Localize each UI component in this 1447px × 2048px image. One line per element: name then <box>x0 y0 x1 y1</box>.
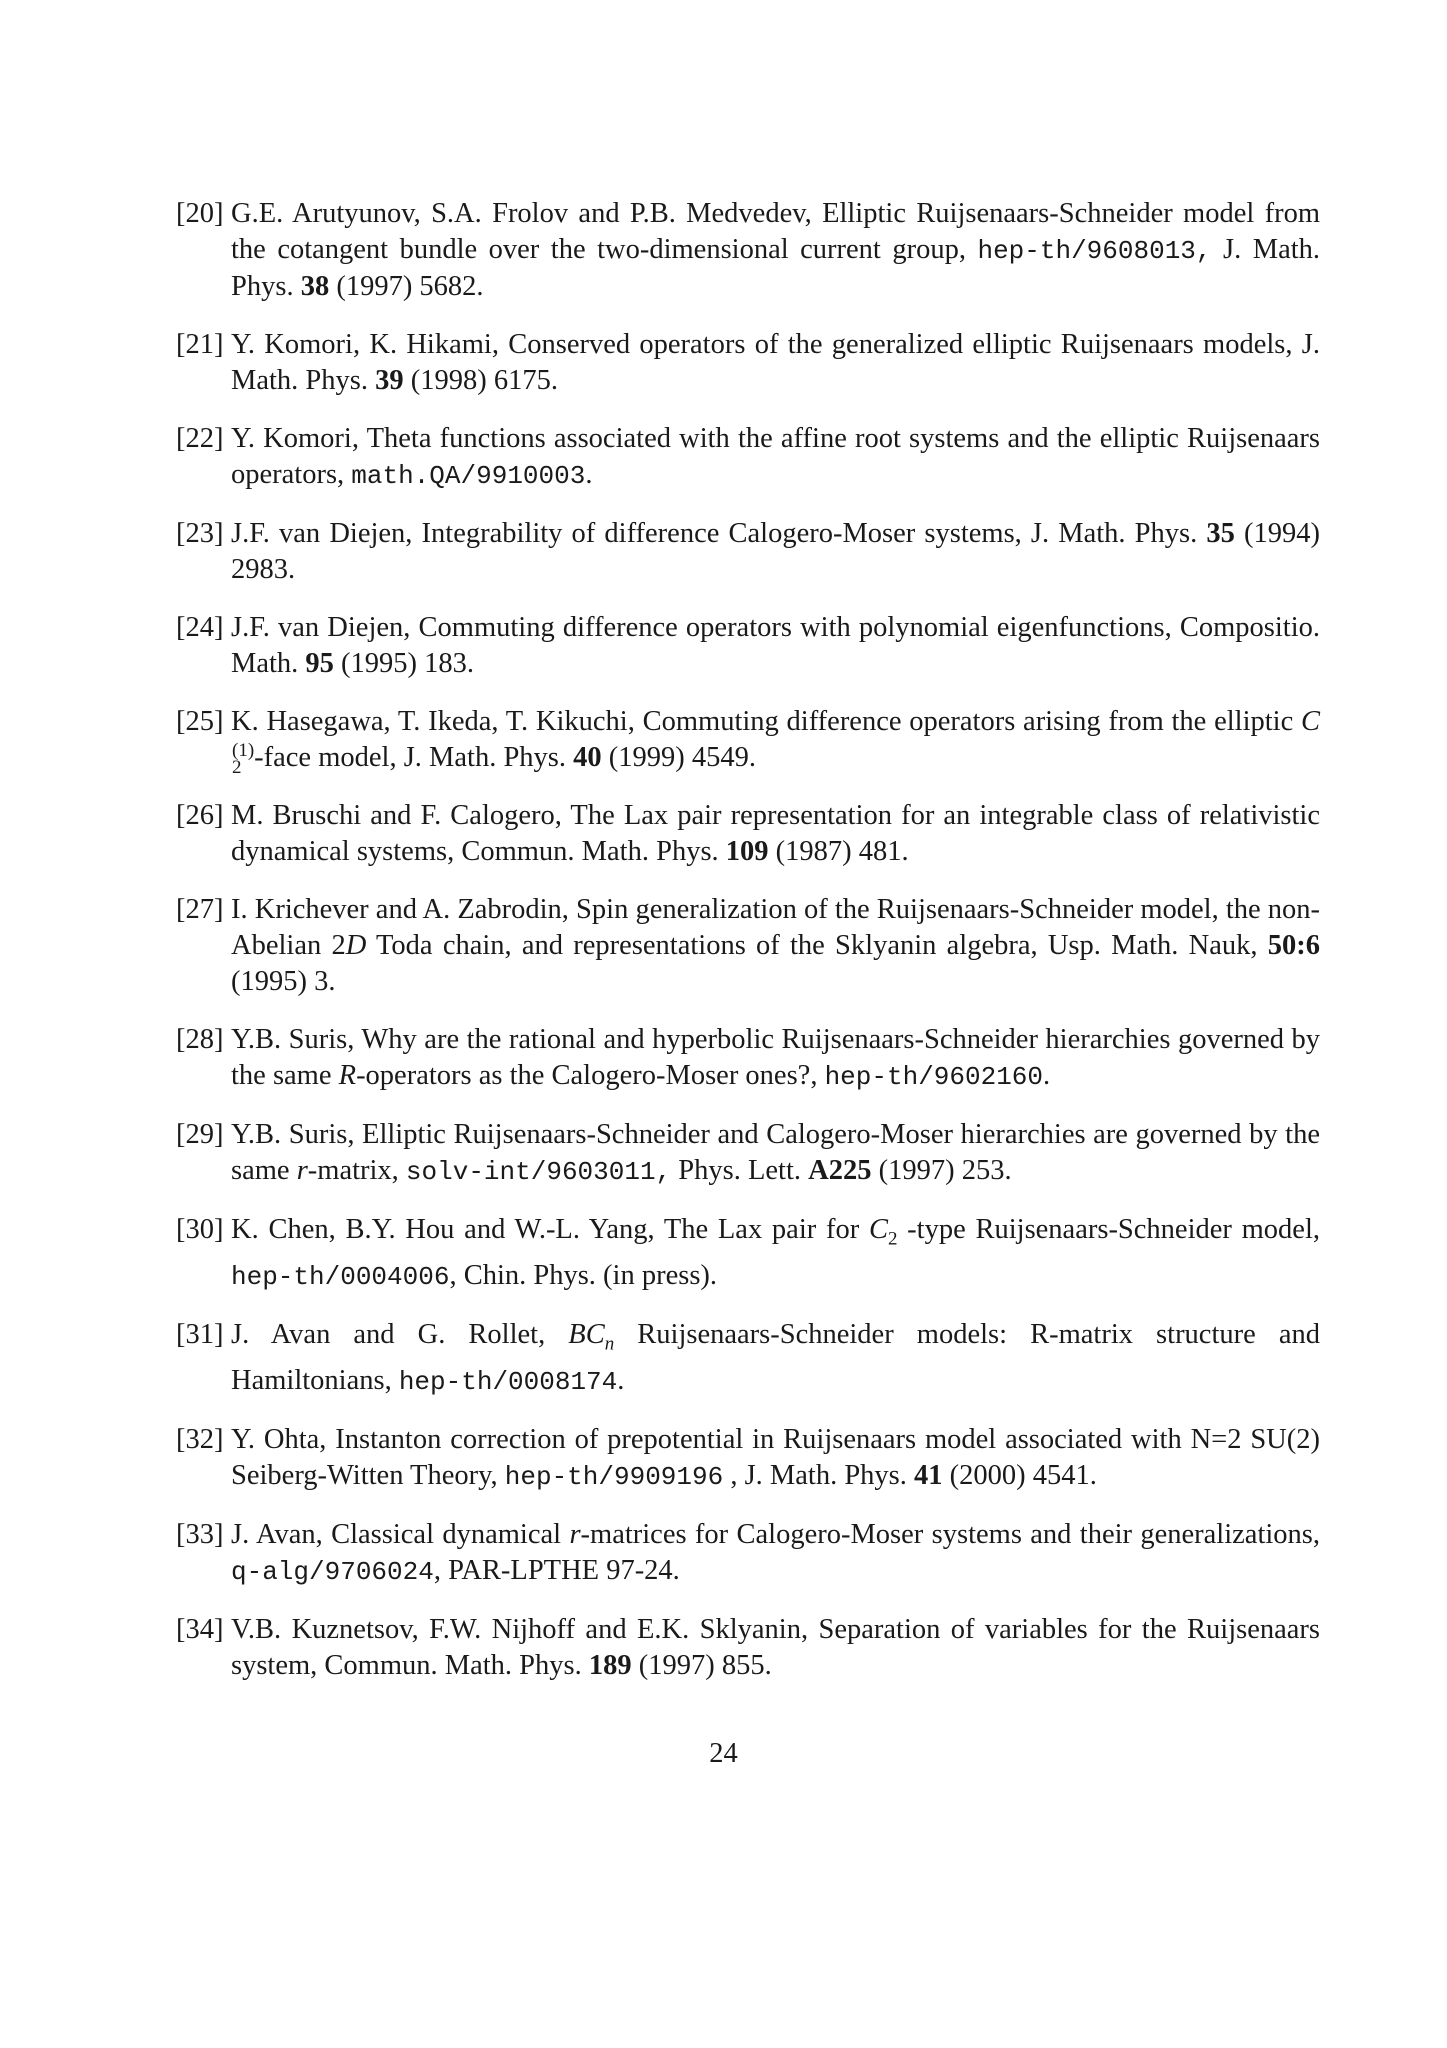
math-symbol: r <box>296 1155 308 1187</box>
reference-text: M. Bruschi and F. Calogero, The Lax pair representation for an integrable class of relativistic dynamical systems, Commun. Math. Phys. 109 (1987) 481. <box>231 800 1320 868</box>
volume: 41 <box>914 1459 943 1491</box>
arxiv-id: hep-th/9608013, <box>977 236 1212 266</box>
reference-number: [32] <box>176 1423 224 1455</box>
reference-number: [33] <box>176 1518 224 1550</box>
reference-30 <box>176 1212 1320 1295</box>
math-symbol: BC <box>568 1319 605 1351</box>
reference-number: [27] <box>176 894 224 926</box>
reference-text: Y. Ohta, Instanton correction of prepotential in Ruijsenaars model associated with N=2 SU(2) Seiberg-Witten Theory, hep-th/9909196 , J. Math. Phys. 41 (2000) 4541. <box>231 1423 1320 1492</box>
math-symbol: C <box>868 1214 888 1246</box>
reference-27 <box>176 892 1320 1000</box>
reference-24 <box>176 610 1320 682</box>
arxiv-id: q-alg/9706024 <box>231 1556 434 1587</box>
reference-number: [21] <box>176 329 224 360</box>
volume: 40 <box>573 742 602 773</box>
arxiv-id: hep-th/9602160 <box>824 1062 1044 1093</box>
reference-text: J. Avan, Classical dynamical r-matrices for Calogero-Moser systems and their generalizations, q-alg/9706024, PAR-LPTHE 97-24. <box>231 1518 1320 1587</box>
math-symbol: C <box>1300 706 1320 737</box>
reference-text: G.E. Arutyunov, S.A. Frolov and P.B. Medvedev, Elliptic Ruijsenaars-Schneider model from the cotangent bundle over the two-dimensional current group, hep-th/9608013, J. Math. Phys. 38 (1997) 5682. <box>231 198 1321 302</box>
reference-text: Y.B. Suris, Why are the rational and hyperbolic Ruijsenaars-Schneider hierarchies governed by the same R-operators as the Calogero-Moser ones?, hep-th/9602160. <box>231 1024 1320 1093</box>
reference-text: J.F. van Diejen, Commuting difference operators with polynomial eigenfunctions, Compositio. Math. 95 (1995) 183. <box>231 612 1320 679</box>
reference-number: [22] <box>176 423 224 454</box>
reference-number: [29] <box>176 1119 224 1151</box>
volume: 39 <box>375 365 404 396</box>
volume: A225 <box>808 1155 872 1187</box>
reference-29 <box>176 1117 1320 1190</box>
page-number: 24 <box>709 1738 738 1769</box>
reference-number: [24] <box>176 612 224 643</box>
arxiv-id: hep-th/0004006 <box>231 1262 450 1293</box>
reference-22 <box>176 421 1320 494</box>
volume: 50:6 <box>1267 930 1320 962</box>
reference-list <box>176 196 1320 1706</box>
math-symbol: D <box>345 930 367 962</box>
reference-26 <box>176 798 1320 870</box>
arxiv-id: hep-th/9909196 <box>504 1461 724 1492</box>
reference-text: K. Hasegawa, T. Ikeda, T. Kikuchi, Commuting difference operators arising from the elliptic C (1) 2 -face model, J. Math. Phys. 40 (1999) 4549. <box>231 706 1320 779</box>
reference-text: J. Avan and G. Rollet, $BC_n$ Ruijsenaars-Schneider models: R-matrix structure and Hamiltonians, hep-th/0008174. <box>231 1319 1320 1397</box>
reference-number: [31] <box>176 1319 224 1351</box>
arxiv-id: hep-th/0008174 <box>398 1366 618 1397</box>
reference-text: I. Krichever and A. Zabrodin, Spin generalization of the Ruijsenaars-Schneider model, the non-Abelian 2D Toda chain, and representations of the Sklyanin algebra, Usp. Math. Nauk, 50:6 (1995) 3. <box>231 894 1320 998</box>
reference-number: [28] <box>176 1024 224 1056</box>
volume: 95 <box>305 648 334 679</box>
reference-21 <box>176 327 1320 399</box>
reference-number: [23] <box>176 518 224 549</box>
reference-number: [26] <box>176 800 224 832</box>
reference-text: Y. Komori, Theta functions associated with the affine root systems and the elliptic Ruijsenaars operators, math.QA/9910003. <box>231 423 1320 491</box>
math-symbol: r <box>569 1518 581 1550</box>
reference-text: J.F. van Diejen, Integrability of difference Calogero-Moser systems, J. Math. Phys. 35 (1994) 2983. <box>231 518 1320 585</box>
reference-32 <box>176 1422 1320 1495</box>
math-symbol: R <box>338 1060 357 1092</box>
reference-33 <box>176 1517 1320 1590</box>
reference-number: [34] <box>176 1613 224 1645</box>
reference-text: Y. Komori, K. Hikami, Conserved operators of the generalized elliptic Ruijsenaars models, J. Math. Phys. 39 (1998) 6175. <box>231 329 1320 396</box>
reference-text: K. Chen, B.Y. Hou and W.-L. Yang, The Lax pair for $C_2$ -type Ruijsenaars-Schneider model, hep-th/0004006, Chin. Phys. (in press). <box>231 1214 1320 1293</box>
reference-20 <box>176 196 1320 305</box>
reference-number: [30] <box>176 1214 224 1246</box>
sub-superscript: (1) 2 <box>232 740 255 779</box>
reference-31 <box>176 1317 1320 1400</box>
volume: 38 <box>300 271 330 302</box>
reference-34 <box>176 1612 1320 1684</box>
reference-25 <box>176 704 1320 779</box>
reference-number: [20] <box>176 198 224 229</box>
arxiv-id: solv-int/9603011, <box>405 1157 672 1188</box>
reference-text: Y.B. Suris, Elliptic Ruijsenaars-Schneider and Calogero-Moser hierarchies are governed by the same r-matrix, solv-int/9603011, Phys. Lett. A225 (1997) 253. <box>231 1119 1320 1188</box>
volume: 109 <box>725 836 769 868</box>
arxiv-id: math.QA/9910003 <box>351 461 586 491</box>
reference-28 <box>176 1022 1320 1095</box>
volume: 189 <box>588 1649 632 1681</box>
volume: 35 <box>1206 518 1235 549</box>
reference-text: V.B. Kuznetsov, F.W. Nijhoff and E.K. Sklyanin, Separation of variables for the Ruijsenaars system, Commun. Math. Phys. 189 (1997) 855. <box>231 1613 1320 1681</box>
reference-23 <box>176 516 1320 588</box>
reference-number: [25] <box>176 706 224 737</box>
